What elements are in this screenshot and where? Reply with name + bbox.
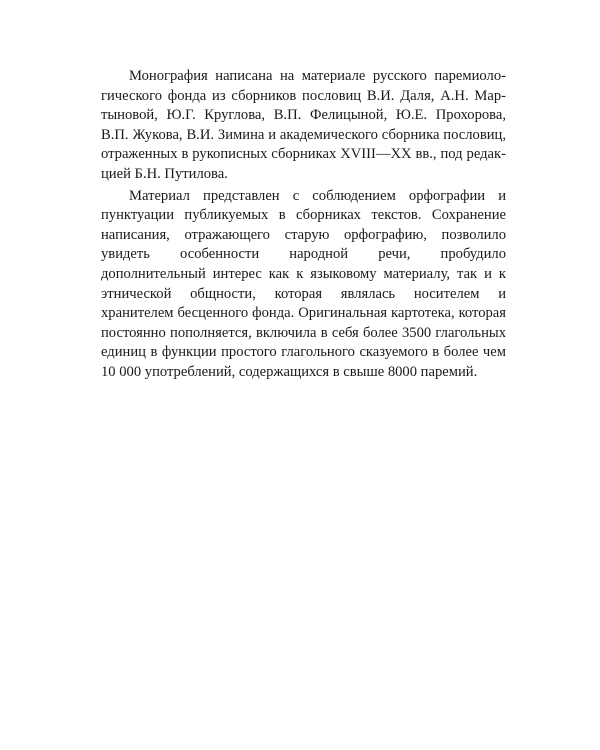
- paragraph-material: Материал представлен с соблюдением орфографии и пунктуации публикуемых в сборниках текстов. Сохранение написания, отражающего старую орфографию, позволило увидеть особенности народной речи, пробудило дополнительный интерес как к языковому материалу, так и к этнической общности, которая являлась носителем и хранителем бесценного фонда. Оригинальная картотека, которая постоянно пополняется, включила в себя более 3500 глагольных единиц в функции простого глагольного сказуемого в более чем 10 000 употреблений, содержащихся в свыше 8000 паремий.: [101, 187, 506, 380]
- annotation-text: [101, 67, 506, 383]
- paragraph-sources: Монография написана на материале русского паремиологического фонда из сборников пословиц В.И. Даля, А.Н. Мартыновой, Ю.Г. Круглова, В.П. Фелицыной, Ю.Е. Прохорова, В.П. Жукова, В.И. Зимина и академического сборника пословиц, отраженных в рукописных сборниках XVIII—XX вв., под редакцией Б.Н. Путилова.: [101, 68, 506, 182]
